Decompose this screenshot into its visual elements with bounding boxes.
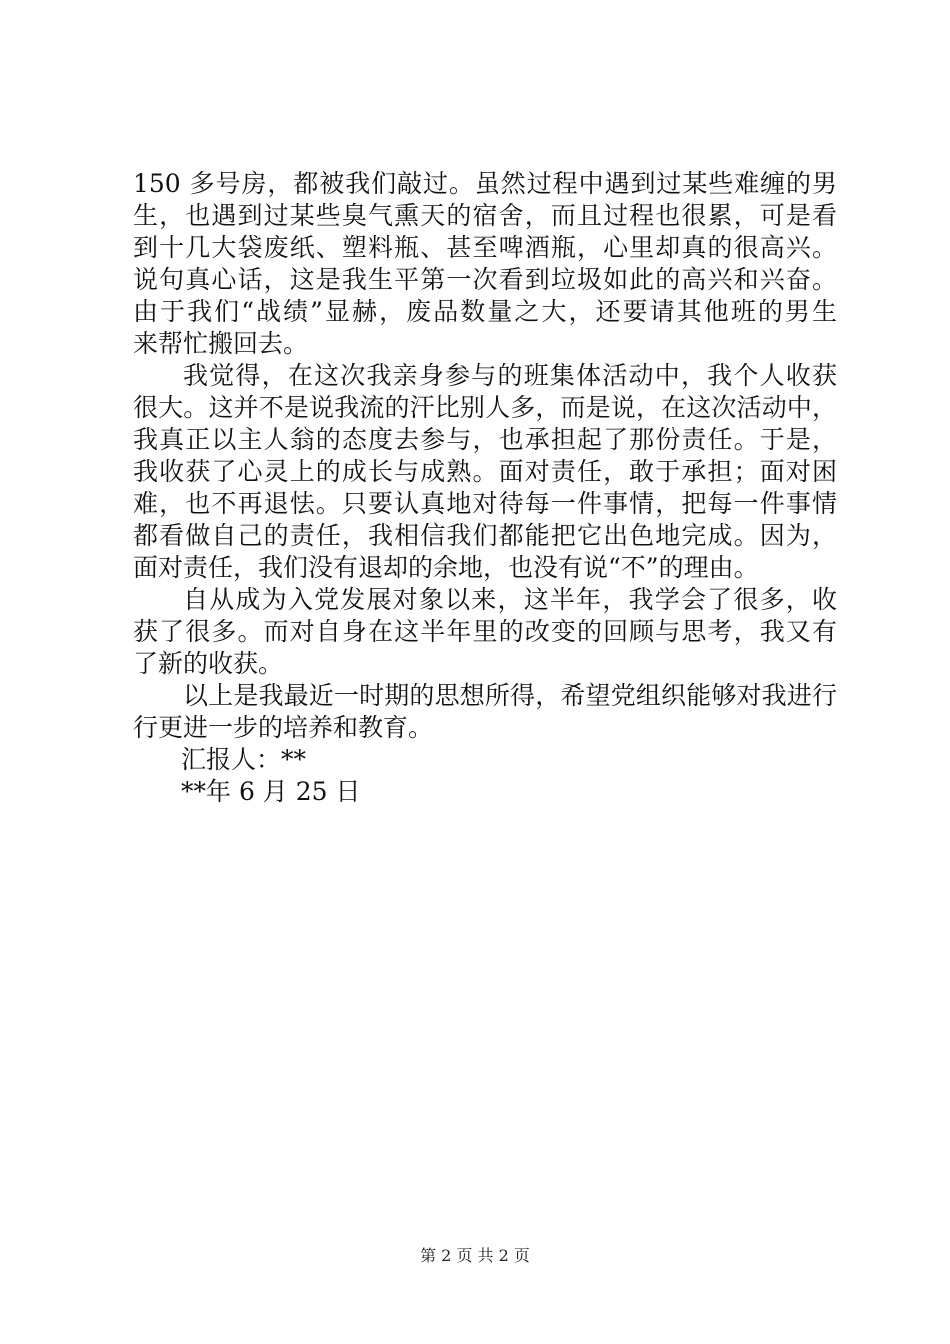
text-line: 我收获了心灵上的成长与成熟。面对责任，敢于承担；面对困 [133, 457, 837, 486]
paragraph-first-line: 我觉得，在这次我亲身参与的班集体活动中，我个人收获 [183, 361, 837, 390]
text-line: 生，也遇到过某些臭气熏天的宿舍，而且过程也很累，可是看 [133, 201, 837, 230]
paragraph-first-line: 自从成为入党发展对象以来，这半年，我学会了很多，收 [183, 585, 837, 614]
text-line: 难，也不再退怯。只要认真地对待每一件事情，把每一件事情 [133, 489, 837, 518]
page-indicator: 第 2 页 共 2 页 [420, 1246, 530, 1265]
page-footer [0, 1245, 950, 1267]
text-line: 获了很多。而对自身在这半年里的改变的回顾与思考，我又有 [133, 617, 837, 646]
text-line: 我真正以主人翁的态度去参与，也承担起了那份责任。于是， [133, 425, 837, 454]
text-line: 来帮忙搬回去。 [133, 329, 309, 358]
text-line: 都看做自己的责任，我相信我们都能把它出色地完成。因为， [133, 521, 837, 550]
text-line: 说句真心话，这是我生平第一次看到垃圾如此的高兴和兴奋。 [133, 265, 837, 294]
text-line: 很大。这并不是说我流的汗比别人多，而是说，在这次活动中， [133, 393, 837, 422]
text-line: 面对责任，我们没有退却的余地，也没有说“不”的理由。 [133, 553, 759, 582]
report-date: **年 6 月 25 日 [181, 777, 361, 806]
text-line: 行更进一步的培养和教育。 [133, 713, 434, 742]
paragraph-first-line: 以上是我最近一时期的思想所得，希望党组织能够对我进行 [183, 681, 837, 710]
reporter-signature: 汇报人：** [181, 745, 307, 774]
text-line: 150 多号房，都被我们敲过。虽然过程中遇到过某些难缠的男 [133, 169, 837, 198]
text-line: 了新的收获。 [133, 649, 284, 678]
text-line: 由于我们“战绩”显赫，废品数量之大，还要请其他班的男生 [133, 297, 837, 326]
text-line: 到十几大袋废纸、塑料瓶、甚至啤酒瓶，心里却真的很高兴。 [133, 233, 837, 262]
report-body [133, 168, 837, 808]
